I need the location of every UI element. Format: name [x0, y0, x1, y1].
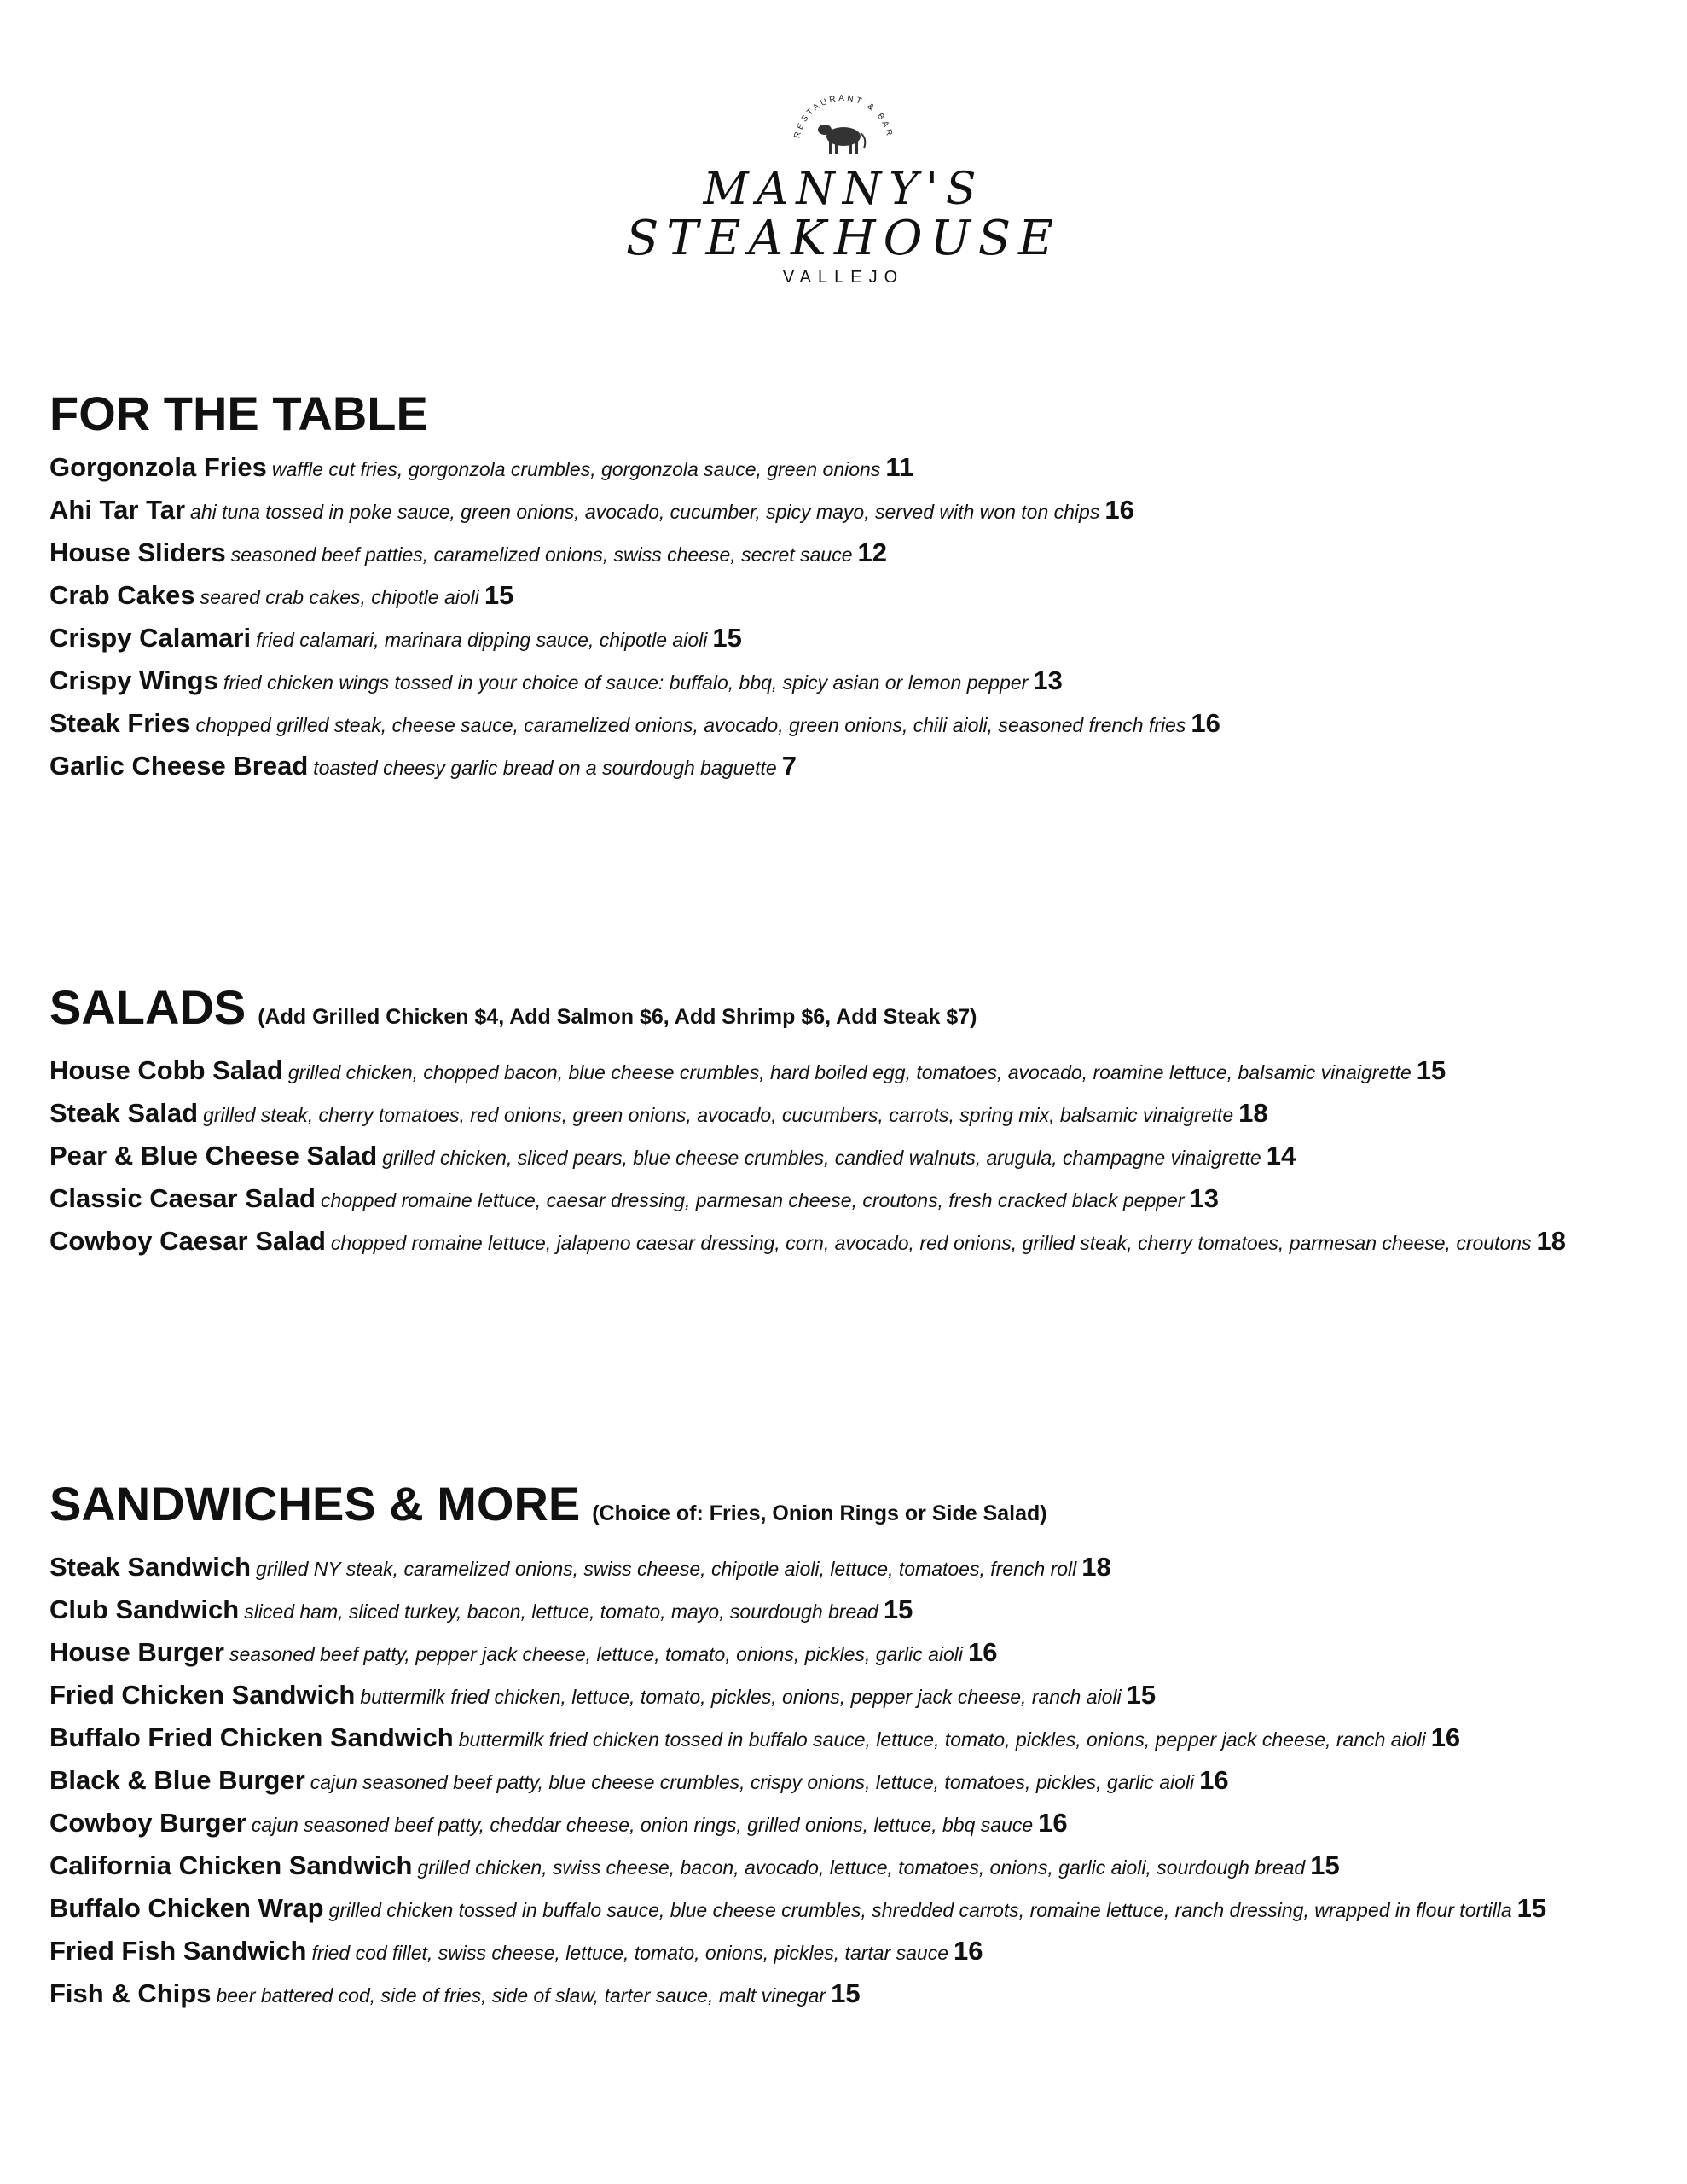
section-title — [49, 386, 1638, 442]
item-price: 18 — [1536, 1226, 1567, 1256]
item-price: 13 — [1189, 1183, 1219, 1213]
item-description: grilled chicken, swiss cheese, bacon, avocado, lettuce, tomatoes, onions, garlic aioli, sourdough bread — [417, 1856, 1306, 1879]
item-price: 16 — [1430, 1722, 1461, 1752]
logo-location-line: VALLEJO — [782, 268, 905, 287]
section-for-the-table — [49, 386, 1638, 788]
item-name: Buffalo Fried Chicken Sandwich — [49, 1722, 454, 1752]
menu-item — [49, 746, 1638, 788]
item-description: buttermilk fried chicken tossed in buffalo sauce, lettuce, tomato, pickles, onions, pepper jack cheese, ranch aioli — [458, 1728, 1426, 1751]
item-description: sliced ham, sliced turkey, bacon, lettuce, tomato, mayo, sourdough bread — [244, 1600, 878, 1623]
item-name: Cowboy Caesar Salad — [49, 1226, 326, 1256]
logo-steakhouse-line: STEAKHOUSE — [625, 211, 1062, 266]
menu-item — [49, 660, 1638, 703]
item-description: seasoned beef patty, pepper jack cheese, lettuce, tomato, onions, pickles, garlic aioli — [229, 1643, 964, 1665]
item-price: 16 — [968, 1637, 998, 1667]
restaurant-logo — [0, 85, 1687, 288]
item-price: 18 — [1081, 1552, 1111, 1582]
menu-item — [49, 1547, 1638, 1589]
item-price: 13 — [1033, 665, 1063, 695]
menu-item — [49, 532, 1638, 575]
item-name: Steak Fries — [49, 708, 191, 738]
item-name: Crispy Wings — [49, 665, 218, 695]
item-price: 18 — [1238, 1098, 1268, 1128]
section-title-text: FOR THE TABLE — [49, 386, 428, 440]
menu-item — [49, 1931, 1638, 1973]
item-price: 16 — [1104, 495, 1134, 525]
item-name: Classic Caesar Salad — [49, 1183, 316, 1213]
item-description: seasoned beef patties, caramelized onions, swiss cheese, secret sauce — [230, 543, 853, 566]
item-name: Fried Chicken Sandwich — [49, 1680, 356, 1710]
menu-item — [49, 1589, 1638, 1632]
item-description: grilled NY steak, caramelized onions, swiss cheese, chipotle aioli, lettuce, tomatoes, french roll — [256, 1558, 1077, 1580]
item-price: 15 — [712, 623, 742, 653]
item-price: 15 — [484, 580, 514, 610]
item-price: 7 — [781, 751, 797, 781]
menu-item — [49, 618, 1638, 660]
section-title-text: SANDWICHES & MORE — [49, 1477, 581, 1531]
item-description: ahi tuna tossed in poke sauce, green onions, avocado, cucumber, spicy mayo, served with won ton chips — [190, 501, 1100, 523]
logo-name-line: MANNY'S — [703, 164, 984, 215]
menu-item — [49, 490, 1638, 532]
menu-item — [49, 1221, 1638, 1263]
item-price: 15 — [883, 1594, 913, 1624]
menu-item — [49, 1178, 1638, 1221]
item-name: Fish & Chips — [49, 1978, 212, 2008]
item-price: 11 — [885, 452, 914, 482]
menu-item — [49, 1050, 1638, 1093]
item-name: Garlic Cheese Bread — [49, 751, 309, 781]
item-description: fried calamari, marinara dipping sauce, chipotle aioli — [256, 629, 708, 651]
item-name: House Sliders — [49, 537, 226, 567]
item-name: Steak Salad — [49, 1098, 199, 1128]
section-note: (Choice of: Fries, Onion Rings or Side Salad) — [592, 1502, 1047, 1525]
item-name: Black & Blue Burger — [49, 1765, 305, 1795]
item-price: 15 — [831, 1978, 861, 2008]
section-title — [49, 979, 1638, 1045]
menu-item — [49, 575, 1638, 618]
menu-item — [49, 1888, 1638, 1931]
item-description: chopped romaine lettuce, caesar dressing, parmesan cheese, croutons, fresh cracked black pepper — [320, 1189, 1185, 1211]
item-name: Fried Fish Sandwich — [49, 1936, 307, 1966]
item-price: 16 — [954, 1936, 983, 1966]
item-price: 14 — [1266, 1141, 1296, 1170]
item-name: Gorgonzola Fries — [49, 452, 267, 482]
item-name: Cowboy Burger — [49, 1808, 246, 1838]
item-name: Pear & Blue Cheese Salad — [49, 1141, 378, 1170]
menu-item — [49, 1136, 1638, 1178]
item-name: Steak Sandwich — [49, 1552, 252, 1582]
item-price: 12 — [857, 537, 887, 567]
menu-item — [49, 1717, 1638, 1760]
item-description: fried cod fillet, swiss cheese, lettuce, tomato, onions, pickles, tartar sauce — [311, 1942, 949, 1964]
item-description: seared crab cakes, chipotle aioli — [200, 586, 479, 608]
cow-icon — [775, 85, 912, 162]
section-sandwiches-and-more — [49, 1476, 1638, 2016]
item-description: waffle cut fries, gorgonzola crumbles, gorgonzola sauce, green onions — [271, 458, 881, 480]
logo-arc-text: RESTAURANT & BAR — [792, 93, 895, 140]
item-description: grilled chicken tossed in buffalo sauce, blue cheese crumbles, shredded carrots, romaine lettuce, ranch dressing, wrapped in flour tortilla — [328, 1899, 1512, 1921]
menu-item — [49, 1760, 1638, 1803]
item-description: fried chicken wings tossed in your choice of sauce: buffalo, bbq, spicy asian or lemon pepper — [223, 671, 1029, 694]
item-price: 15 — [1126, 1680, 1157, 1710]
menu-item — [49, 1093, 1638, 1136]
section-title-text: SALADS — [49, 980, 246, 1034]
menu-item — [49, 703, 1638, 746]
item-name: Buffalo Chicken Wrap — [49, 1893, 324, 1923]
menu-item — [49, 447, 1638, 490]
menu-item — [49, 1675, 1638, 1717]
item-description: beer battered cod, side of fries, side of slaw, tarter sauce, malt vinegar — [216, 1984, 826, 2007]
item-name: House Cobb Salad — [49, 1055, 283, 1085]
item-description: grilled chicken, chopped bacon, blue cheese crumbles, hard boiled egg, tomatoes, avocado, roamine lettuce, balsamic vinaigrette — [287, 1061, 1412, 1083]
item-price: 15 — [1310, 1850, 1340, 1880]
item-price: 16 — [1038, 1808, 1068, 1838]
item-name: Crab Cakes — [49, 580, 195, 610]
menu-item — [49, 1845, 1638, 1888]
item-description: cajun seasoned beef patty, blue cheese crumbles, crispy onions, lettuce, tomatoes, pickles, garlic aioli — [310, 1771, 1195, 1793]
menu-item — [49, 1632, 1638, 1675]
menu-item — [49, 1973, 1638, 2016]
item-description: cajun seasoned beef patty, cheddar cheese, onion rings, grilled onions, lettuce, bbq sauce — [251, 1814, 1034, 1836]
item-name: California Chicken Sandwich — [49, 1850, 413, 1880]
section-note: (Add Grilled Chicken $4, Add Salmon $6, Add Shrimp $6, Add Steak $7) — [258, 1005, 977, 1029]
item-description: grilled chicken, sliced pears, blue cheese crumbles, candied walnuts, arugula, champagne vinaigrette — [382, 1147, 1261, 1169]
item-name: House Burger — [49, 1637, 224, 1667]
item-name: Crispy Calamari — [49, 623, 252, 653]
item-name: Ahi Tar Tar — [49, 495, 186, 525]
item-price: 15 — [1416, 1055, 1446, 1085]
item-name: Club Sandwich — [49, 1594, 240, 1624]
item-description: toasted cheesy garlic bread on a sourdough baguette — [313, 757, 777, 779]
item-price: 16 — [1199, 1765, 1229, 1795]
section-title — [49, 1476, 1638, 1542]
item-price: 15 — [1516, 1893, 1547, 1923]
menu-item — [49, 1803, 1638, 1845]
item-description: chopped grilled steak, cheese sauce, caramelized onions, avocado, green onions, chili aioli, seasoned french fries — [195, 714, 1186, 736]
section-salads — [49, 979, 1638, 1263]
item-price: 16 — [1191, 708, 1220, 738]
item-description: buttermilk fried chicken, lettuce, tomato, pickles, onions, pepper jack cheese, ranch aioli — [360, 1686, 1122, 1708]
item-description: grilled steak, cherry tomatoes, red onions, green onions, avocado, cucumbers, carrots, spring mix, balsamic vinaigrette — [203, 1104, 1234, 1126]
item-description: chopped romaine lettuce, jalapeno caesar dressing, corn, avocado, red onions, grilled steak, cherry tomatoes, parmesan cheese, croutons — [330, 1232, 1532, 1254]
